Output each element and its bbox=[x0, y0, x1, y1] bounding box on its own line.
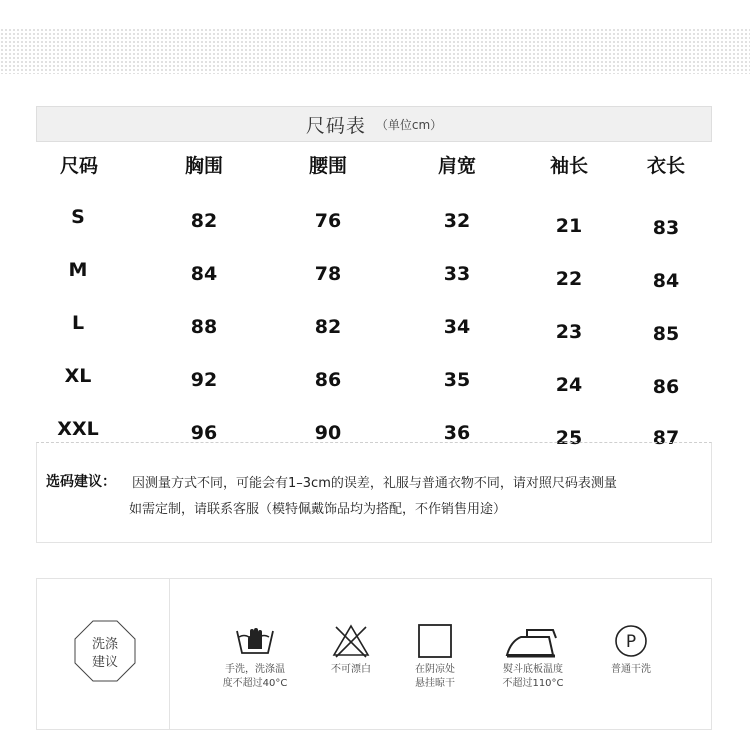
shoulder-cell: 35 bbox=[443, 369, 471, 391]
care-label-line1: 不可漂白 bbox=[331, 664, 371, 675]
svg-text:P: P bbox=[625, 632, 637, 652]
size-chart-title-bar bbox=[36, 106, 712, 142]
care-label bbox=[311, 663, 391, 677]
care-badge-line2: 建议 bbox=[91, 655, 118, 670]
shoulder-cell: 33 bbox=[443, 263, 471, 285]
care-label-line2: 悬挂晾干 bbox=[415, 678, 455, 689]
length-cell: 85 bbox=[652, 323, 680, 345]
column-chest bbox=[164, 142, 244, 442]
size-table bbox=[36, 142, 712, 449]
advice-text-line2: 如需定制，请联系客服（模特佩戴饰品均为搭配，不作销售用途） bbox=[129, 502, 507, 517]
waist-cell: 78 bbox=[314, 263, 342, 285]
size-cell: XXL bbox=[57, 418, 99, 440]
header-waist: 腰围 bbox=[308, 155, 347, 177]
iron-icon bbox=[503, 623, 563, 659]
care-item-hand-wash bbox=[215, 623, 295, 691]
header-length: 衣长 bbox=[646, 155, 685, 177]
care-label bbox=[215, 663, 295, 691]
chest-cell: 84 bbox=[190, 263, 218, 285]
header-sleeve: 袖长 bbox=[549, 155, 588, 177]
divider bbox=[169, 579, 170, 729]
column-shoulder bbox=[417, 142, 497, 442]
hand-wash-icon bbox=[233, 623, 277, 659]
care-label bbox=[493, 663, 573, 691]
size-cell: XL bbox=[64, 365, 92, 387]
column-size bbox=[39, 142, 119, 442]
header-size: 尺码 bbox=[59, 155, 98, 177]
chest-cell: 96 bbox=[190, 422, 218, 444]
chest-cell: 88 bbox=[190, 316, 218, 338]
care-item-no-bleach bbox=[311, 623, 391, 677]
no-bleach-icon bbox=[329, 623, 373, 659]
care-badge-line1: 洗涤 bbox=[91, 637, 118, 652]
length-cell: 87 bbox=[652, 427, 680, 449]
care-label-line1: 普通干洗 bbox=[611, 664, 651, 675]
shoulder-cell: 36 bbox=[443, 422, 471, 444]
care-label-line1: 手洗，洗涤温 bbox=[225, 664, 285, 675]
line-dry-shade-icon bbox=[413, 623, 457, 659]
care-label-line1: 熨斗底板温度 bbox=[503, 664, 563, 675]
sleeve-cell: 21 bbox=[555, 215, 583, 237]
waist-cell: 76 bbox=[314, 210, 342, 232]
care-instructions-box bbox=[36, 578, 712, 730]
shoulder-cell: 34 bbox=[443, 316, 471, 338]
size-cell: M bbox=[68, 259, 88, 281]
care-item-dry-clean bbox=[591, 623, 671, 677]
size-advice-box bbox=[36, 442, 712, 543]
waist-cell: 82 bbox=[314, 316, 342, 338]
sleeve-cell: 23 bbox=[555, 321, 583, 343]
column-length bbox=[626, 142, 706, 449]
size-cell: L bbox=[71, 312, 85, 334]
care-label-line2: 不超过110°C bbox=[502, 678, 564, 689]
header-shoulder: 肩宽 bbox=[437, 155, 476, 177]
header-chest: 胸围 bbox=[184, 155, 223, 177]
advice-label: 选码建议： bbox=[46, 474, 116, 490]
sleeve-cell: 25 bbox=[555, 427, 583, 449]
care-item-iron bbox=[493, 623, 573, 691]
sleeve-cell: 22 bbox=[555, 268, 583, 290]
waist-cell: 90 bbox=[314, 422, 342, 444]
waist-cell: 86 bbox=[314, 369, 342, 391]
care-label bbox=[395, 663, 475, 691]
chest-cell: 82 bbox=[190, 210, 218, 232]
dry-clean-icon bbox=[609, 623, 653, 659]
size-cell: S bbox=[71, 206, 85, 228]
chest-cell: 92 bbox=[190, 369, 218, 391]
size-chart-unit: （单位cm） bbox=[375, 117, 443, 132]
length-cell: 86 bbox=[652, 376, 680, 398]
dotted-background bbox=[0, 28, 750, 74]
length-cell: 84 bbox=[652, 270, 680, 292]
care-badge bbox=[73, 619, 137, 683]
care-label-line2: 度不超过40°C bbox=[222, 678, 288, 689]
advice-text-line1: 因测量方式不同，可能会有1–3cm的误差，礼服与普通衣物不同，请对照尺码表测量 bbox=[132, 476, 617, 491]
care-item-line-dry bbox=[395, 623, 475, 691]
size-chart-title: 尺码表 bbox=[305, 114, 366, 137]
sleeve-cell: 24 bbox=[555, 374, 583, 396]
length-cell: 83 bbox=[652, 217, 680, 239]
column-sleeve bbox=[529, 142, 609, 449]
shoulder-cell: 32 bbox=[443, 210, 471, 232]
care-label bbox=[591, 663, 671, 677]
column-waist bbox=[288, 142, 368, 442]
care-label-line1: 在阴凉处 bbox=[415, 664, 455, 675]
